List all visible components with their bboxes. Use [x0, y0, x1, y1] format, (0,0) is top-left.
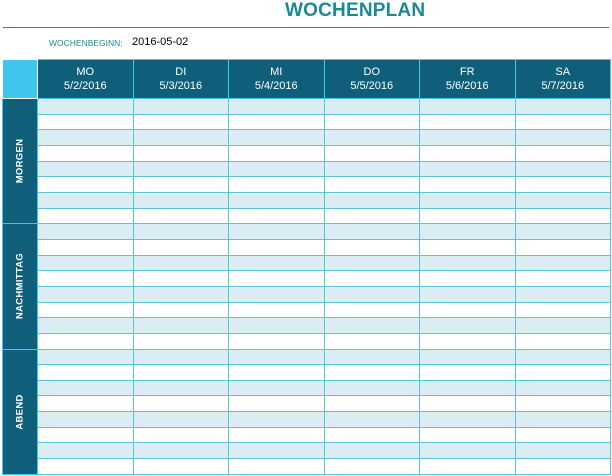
- slot-cell[interactable]: [420, 255, 516, 271]
- slot-cell[interactable]: [324, 349, 420, 365]
- slot-cell[interactable]: [324, 114, 420, 130]
- slot-cell[interactable]: [133, 396, 229, 412]
- slot-cell[interactable]: [229, 208, 325, 224]
- slot-cell[interactable]: [229, 114, 325, 130]
- slot-cell[interactable]: [515, 114, 611, 130]
- slot-cell[interactable]: [324, 459, 420, 475]
- slot-cell[interactable]: [420, 365, 516, 381]
- slot-cell[interactable]: [515, 208, 611, 224]
- slot-cell[interactable]: [229, 161, 325, 177]
- table-row: [3, 224, 611, 240]
- slot-cell[interactable]: [229, 427, 325, 443]
- section-label: NACHMITTAG: [14, 253, 26, 320]
- corner-cell: [3, 60, 38, 99]
- slot-cell[interactable]: [133, 161, 229, 177]
- slot-cell[interactable]: [38, 318, 134, 334]
- slot-cell[interactable]: [133, 459, 229, 475]
- slot-cell[interactable]: [420, 286, 516, 302]
- slot-cell[interactable]: [38, 286, 134, 302]
- table-row: [3, 396, 611, 412]
- slot-cell[interactable]: [324, 333, 420, 349]
- day-date: 5/2/2016: [63, 80, 107, 92]
- slot-cell[interactable]: [38, 302, 134, 318]
- table-row: [3, 318, 611, 334]
- slot-cell[interactable]: [38, 177, 134, 193]
- day-date: 5/3/2016: [159, 80, 203, 92]
- slot-cell[interactable]: [420, 99, 516, 115]
- slot-cell[interactable]: [324, 130, 420, 146]
- schedule-grid: [2, 59, 611, 475]
- day-name: MO: [76, 66, 95, 78]
- week-start-value[interactable]: 2016-05-02: [132, 36, 189, 48]
- slot-cell[interactable]: [229, 459, 325, 475]
- slot-cell[interactable]: [38, 380, 134, 396]
- slot-cell[interactable]: [515, 443, 611, 459]
- section-abend: [3, 349, 38, 474]
- table-row: [3, 177, 611, 193]
- table-row: [3, 192, 611, 208]
- table-row: [3, 130, 611, 146]
- slot-cell[interactable]: [229, 333, 325, 349]
- slot-cell[interactable]: [38, 224, 134, 240]
- slot-cell[interactable]: [515, 459, 611, 475]
- slot-cell[interactable]: [324, 318, 420, 334]
- slot-cell[interactable]: [515, 271, 611, 287]
- slot-cell[interactable]: [324, 396, 420, 412]
- slot-cell[interactable]: [133, 130, 229, 146]
- slot-cell[interactable]: [38, 208, 134, 224]
- slot-cell[interactable]: [324, 365, 420, 381]
- slot-cell[interactable]: [133, 380, 229, 396]
- slot-cell[interactable]: [324, 239, 420, 255]
- slot-cell[interactable]: [229, 177, 325, 193]
- slot-cell[interactable]: [324, 161, 420, 177]
- page-title: WOCHENPLAN: [285, 0, 426, 21]
- slot-cell[interactable]: [515, 396, 611, 412]
- section-nachmittag: [3, 224, 38, 349]
- slot-cell[interactable]: [38, 443, 134, 459]
- table-row: [3, 459, 611, 475]
- slot-cell[interactable]: [324, 427, 420, 443]
- slot-cell[interactable]: [38, 145, 134, 161]
- table-row: [3, 380, 611, 396]
- slot-cell[interactable]: [515, 177, 611, 193]
- slot-cell[interactable]: [420, 239, 516, 255]
- day-header-3: [324, 60, 420, 99]
- slot-cell[interactable]: [229, 318, 325, 334]
- slot-cell[interactable]: [420, 333, 516, 349]
- slot-cell[interactable]: [133, 443, 229, 459]
- slot-cell[interactable]: [515, 145, 611, 161]
- day-header-0: [38, 60, 134, 99]
- slot-cell[interactable]: [38, 99, 134, 115]
- slot-cell[interactable]: [38, 239, 134, 255]
- slot-cell[interactable]: [133, 114, 229, 130]
- slot-cell[interactable]: [420, 443, 516, 459]
- slot-cell[interactable]: [420, 192, 516, 208]
- slot-cell[interactable]: [420, 302, 516, 318]
- table-row: [3, 427, 611, 443]
- slot-cell[interactable]: [515, 302, 611, 318]
- day-date: 5/4/2016: [254, 80, 298, 92]
- slot-cell[interactable]: [515, 192, 611, 208]
- slot-cell[interactable]: [515, 412, 611, 428]
- slot-cell[interactable]: [229, 412, 325, 428]
- slot-cell[interactable]: [133, 302, 229, 318]
- slot-cell[interactable]: [38, 396, 134, 412]
- slot-cell[interactable]: [38, 161, 134, 177]
- slot-cell[interactable]: [515, 427, 611, 443]
- slot-cell[interactable]: [133, 224, 229, 240]
- slot-cell[interactable]: [229, 239, 325, 255]
- day-header-5: [515, 60, 611, 99]
- slot-cell[interactable]: [133, 412, 229, 428]
- slot-cell[interactable]: [38, 427, 134, 443]
- slot-cell[interactable]: [324, 208, 420, 224]
- table-row: [3, 255, 611, 271]
- title-rule: [3, 27, 609, 28]
- slot-cell[interactable]: [133, 333, 229, 349]
- slot-cell[interactable]: [420, 208, 516, 224]
- slot-cell[interactable]: [420, 349, 516, 365]
- slot-cell[interactable]: [229, 380, 325, 396]
- slot-cell[interactable]: [133, 427, 229, 443]
- table-row: [3, 145, 611, 161]
- slot-cell[interactable]: [324, 192, 420, 208]
- slot-cell[interactable]: [420, 224, 516, 240]
- slot-cell[interactable]: [133, 239, 229, 255]
- slot-cell[interactable]: [229, 255, 325, 271]
- slot-cell[interactable]: [38, 365, 134, 381]
- slot-cell[interactable]: [515, 130, 611, 146]
- slot-cell[interactable]: [324, 443, 420, 459]
- slot-cell[interactable]: [133, 177, 229, 193]
- slot-cell[interactable]: [420, 459, 516, 475]
- slot-cell[interactable]: [420, 177, 516, 193]
- slot-cell[interactable]: [324, 99, 420, 115]
- table-row: [3, 302, 611, 318]
- slot-cell[interactable]: [38, 114, 134, 130]
- slot-cell[interactable]: [229, 99, 325, 115]
- slot-cell[interactable]: [515, 318, 611, 334]
- slot-cell[interactable]: [420, 130, 516, 146]
- slot-cell[interactable]: [420, 427, 516, 443]
- slot-cell[interactable]: [38, 130, 134, 146]
- day-name: DI: [175, 66, 187, 78]
- slot-cell[interactable]: [515, 365, 611, 381]
- slot-cell[interactable]: [324, 380, 420, 396]
- slot-cell[interactable]: [324, 286, 420, 302]
- slot-cell[interactable]: [420, 271, 516, 287]
- slot-cell[interactable]: [420, 161, 516, 177]
- slot-cell[interactable]: [515, 161, 611, 177]
- slot-cell[interactable]: [38, 412, 134, 428]
- slot-cell[interactable]: [229, 224, 325, 240]
- day-name: MI: [270, 66, 283, 78]
- table-row: [3, 286, 611, 302]
- section-label: ABEND: [14, 393, 26, 430]
- slot-cell[interactable]: [420, 380, 516, 396]
- slot-cell[interactable]: [38, 255, 134, 271]
- day-header-2: [229, 60, 325, 99]
- slot-cell[interactable]: [133, 271, 229, 287]
- slot-cell[interactable]: [420, 145, 516, 161]
- slot-cell[interactable]: [420, 412, 516, 428]
- slot-cell[interactable]: [133, 286, 229, 302]
- slot-cell[interactable]: [133, 349, 229, 365]
- slot-cell[interactable]: [229, 365, 325, 381]
- table-row: [3, 161, 611, 177]
- table-row: [3, 239, 611, 255]
- slot-cell[interactable]: [324, 145, 420, 161]
- slot-cell[interactable]: [229, 145, 325, 161]
- slot-cell[interactable]: [515, 380, 611, 396]
- day-name: FR: [459, 66, 475, 78]
- table-row: [3, 271, 611, 287]
- slot-cell[interactable]: [229, 396, 325, 412]
- slot-cell[interactable]: [515, 255, 611, 271]
- slot-cell[interactable]: [515, 239, 611, 255]
- slot-cell[interactable]: [324, 302, 420, 318]
- slot-cell[interactable]: [324, 177, 420, 193]
- slot-cell[interactable]: [133, 365, 229, 381]
- slot-cell[interactable]: [133, 192, 229, 208]
- slot-cell[interactable]: [133, 318, 229, 334]
- slot-cell[interactable]: [420, 396, 516, 412]
- table-row: [3, 349, 611, 365]
- slot-cell[interactable]: [515, 349, 611, 365]
- slot-cell[interactable]: [133, 99, 229, 115]
- day-date: 5/6/2016: [445, 80, 489, 92]
- week-start-label: WOCHENBEGINN:: [49, 38, 123, 48]
- slot-cell[interactable]: [38, 333, 134, 349]
- slot-cell[interactable]: [324, 271, 420, 287]
- slot-cell[interactable]: [229, 192, 325, 208]
- slot-cell[interactable]: [229, 286, 325, 302]
- slot-cell[interactable]: [38, 349, 134, 365]
- table-row: [3, 443, 611, 459]
- slot-cell[interactable]: [133, 255, 229, 271]
- slot-cell[interactable]: [515, 99, 611, 115]
- table-row: [3, 208, 611, 224]
- slot-cell[interactable]: [38, 459, 134, 475]
- slot-cell[interactable]: [38, 271, 134, 287]
- table-row: [3, 114, 611, 130]
- day-header-row: [3, 60, 611, 99]
- slot-cell[interactable]: [324, 224, 420, 240]
- slot-cell[interactable]: [229, 271, 325, 287]
- slot-cell[interactable]: [324, 412, 420, 428]
- table-row: [3, 333, 611, 349]
- table-row: [3, 365, 611, 381]
- day-date: 5/5/2016: [350, 80, 394, 92]
- day-header-1: [133, 60, 229, 99]
- day-date: 5/7/2016: [541, 80, 585, 92]
- slot-cell[interactable]: [229, 302, 325, 318]
- slot-cell[interactable]: [38, 192, 134, 208]
- slot-cell[interactable]: [515, 333, 611, 349]
- slot-cell[interactable]: [229, 130, 325, 146]
- slot-cell[interactable]: [133, 208, 229, 224]
- slot-cell[interactable]: [229, 349, 325, 365]
- slot-cell[interactable]: [324, 255, 420, 271]
- table-row: [3, 412, 611, 428]
- day-header-4: [420, 60, 516, 99]
- slot-cell[interactable]: [133, 145, 229, 161]
- section-morgen: [3, 99, 38, 224]
- slot-cell[interactable]: [515, 224, 611, 240]
- title-bar: [0, 0, 612, 26]
- day-name: SA: [555, 66, 571, 78]
- section-label: MORGEN: [14, 138, 26, 184]
- table-row: [3, 99, 611, 115]
- slot-cell[interactable]: [229, 443, 325, 459]
- day-name: DO: [363, 66, 380, 78]
- slot-cell[interactable]: [420, 114, 516, 130]
- slot-cell[interactable]: [515, 286, 611, 302]
- slot-cell[interactable]: [420, 318, 516, 334]
